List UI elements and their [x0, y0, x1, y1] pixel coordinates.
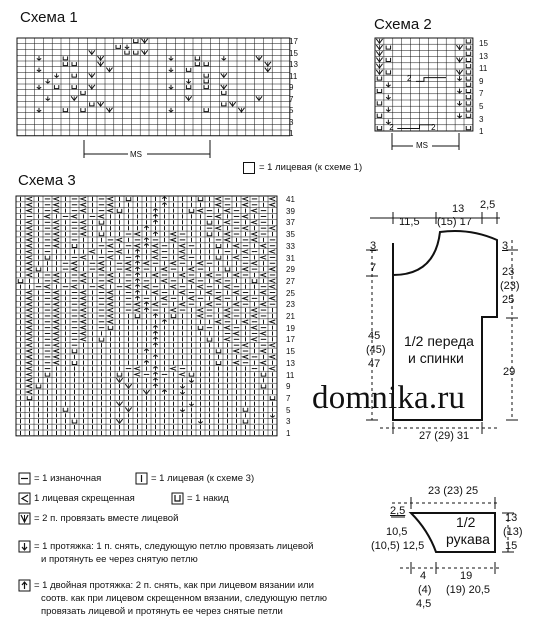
sleeve-dim-bottom-45: 4,5 — [416, 598, 432, 610]
legend-crossed: 1 лицевая скрещенная — [34, 493, 135, 504]
sleeve-dim-bottom-19: 19 — [460, 570, 473, 582]
legend-yo: = 1 накид — [187, 493, 229, 504]
body-dim-left-45: 45 — [368, 330, 381, 342]
schema2-row-number: 5 — [479, 102, 484, 111]
schema3-row-number: 35 — [286, 230, 295, 240]
schema2-row-number: 1 — [479, 127, 484, 137]
schema1-note: = 1 лицевая (к схеме 1) — [259, 162, 363, 173]
schema3-row-number: 41 — [286, 195, 295, 204]
body-dim-left-47: 47 — [368, 358, 381, 370]
schema3-row-number: 25 — [286, 288, 295, 298]
schema1-row-number: 7 — [289, 94, 294, 104]
sleeve-dim-left-105b: (10,5) 12,5 — [371, 540, 425, 552]
schema3-row-number: 23 — [286, 300, 295, 310]
schema3-row-number: 29 — [286, 265, 295, 275]
schema3-row-number: 11 — [286, 370, 295, 380]
legend-ssk-2: и протянуть ее через снятую петлю — [41, 554, 198, 565]
legend-k2tog: = 2 п. провязать вместе лицевой — [34, 513, 179, 524]
sleeve-dim-bottom-19b: (19) 20,5 — [446, 584, 491, 596]
body-label-2: и спинки — [408, 350, 464, 366]
legend-dbl-3: провязать лицевой и протянуть ее через снятые петли — [41, 606, 283, 617]
body-dim-top-mid-2: (15) 17 — [437, 216, 472, 228]
schema3-row-number: 1 — [286, 429, 291, 438]
sleeve-label-1: 1/2 — [456, 514, 476, 530]
sleeve-dim-right-13b: (13) — [503, 526, 523, 538]
legend-knit3: = 1 лицевая (к схеме 3) — [151, 473, 255, 484]
schema2-ms-label: MS — [416, 141, 428, 150]
schema3-row-number: 31 — [286, 253, 295, 263]
schema2-row-number: 11 — [479, 64, 488, 74]
body-label-1: 1/2 переда — [404, 333, 474, 349]
schema2-row-number: 15 — [479, 39, 488, 48]
schema3-row-number: 7 — [286, 393, 291, 403]
body-dim-top-mid: 13 — [452, 203, 465, 215]
sleeve-dim-top: 23 (23) 25 — [428, 485, 479, 497]
schema1-title: Схема 1 — [20, 9, 78, 26]
schema1-row-number: 15 — [289, 48, 298, 58]
body-dim-right-3: 3 — [502, 240, 509, 252]
schema1-row-number: 13 — [289, 60, 298, 69]
body-dim-right-23b: (23) — [500, 280, 520, 292]
schema3-title: Схема 3 — [18, 172, 76, 189]
legend-dbl-2: соотв. как при лицевом скрещенном вязании, следующую петлю — [41, 593, 327, 604]
schema3-row-number: 9 — [286, 382, 291, 392]
schema2-two-upper: 2 — [407, 73, 412, 83]
watermark: domnika.ru — [312, 380, 466, 416]
schema3-row-number: 19 — [286, 323, 295, 333]
schema3-row-number: 17 — [286, 335, 295, 345]
schema3-row-number: 37 — [286, 218, 295, 228]
schema1-row-number: 3 — [289, 117, 294, 127]
schema2-row-number: 7 — [479, 89, 484, 99]
schema2-row-number: 9 — [479, 76, 484, 86]
schema1-row-number: 1 — [289, 129, 294, 138]
body-dim-bottom: 27 (29) 31 — [419, 430, 470, 442]
sleeve-dim-left-105: 10,5 — [386, 526, 408, 538]
schema3-row-number: 13 — [286, 358, 295, 368]
sleeve-dim-bottom-4b: (4) — [418, 584, 432, 596]
sleeve-dim-right-13: 13 — [505, 512, 518, 524]
schema1-row-number: 17 — [289, 37, 298, 46]
schema3-row-number: 5 — [286, 405, 291, 415]
schema2-row-number: 3 — [479, 114, 484, 124]
sleeve-dim-right-15: 15 — [505, 540, 518, 552]
body-dim-top-left: 11,5 — [399, 216, 420, 228]
body-dim-left-7: 7 — [370, 262, 377, 274]
legend-dbl-1: = 1 двойная протяжка: 2 п. снять, как при лицевом вязании или — [34, 580, 314, 591]
body-dim-left-3: 3 — [370, 240, 377, 252]
body-dim-top-right: 2,5 — [480, 199, 496, 211]
body-dim-left-45b: (45) — [366, 344, 386, 356]
schema2-two-lower: 2 — [389, 122, 394, 132]
schema2-row-number: 13 — [479, 51, 488, 61]
schema3-row-number: 15 — [286, 347, 295, 357]
schema3-row-number: 33 — [286, 241, 295, 251]
schema1-row-number: 9 — [289, 83, 294, 92]
sleeve-label-2: рукава — [446, 531, 490, 547]
schema2-title: Схема 2 — [374, 16, 432, 33]
sleeve-dim-left-25: 2,5 — [390, 505, 406, 517]
body-dim-right-23: 23 — [502, 266, 515, 278]
schema1-ms-label: MS — [130, 150, 142, 159]
schema3-row-number: 21 — [286, 312, 295, 321]
legend-ssk-1: = 1 протяжка: 1 п. снять, следующую петлю провязать лицевой — [34, 541, 314, 552]
body-dim-right-25: 25 — [502, 294, 515, 306]
schema2-two-lower-2: 2 — [431, 122, 436, 132]
schema1-row-number: 11 — [289, 71, 298, 81]
schema1-row-number: 5 — [289, 106, 294, 115]
body-dim-right-29: 29 — [503, 366, 516, 378]
sleeve-dim-bottom-4: 4 — [420, 570, 427, 582]
schema3-row-number: 27 — [286, 276, 295, 286]
schema3-row-number: 39 — [286, 206, 295, 216]
schema3-row-number: 3 — [286, 417, 291, 427]
legend-purl: = 1 изнаночная — [34, 473, 102, 484]
